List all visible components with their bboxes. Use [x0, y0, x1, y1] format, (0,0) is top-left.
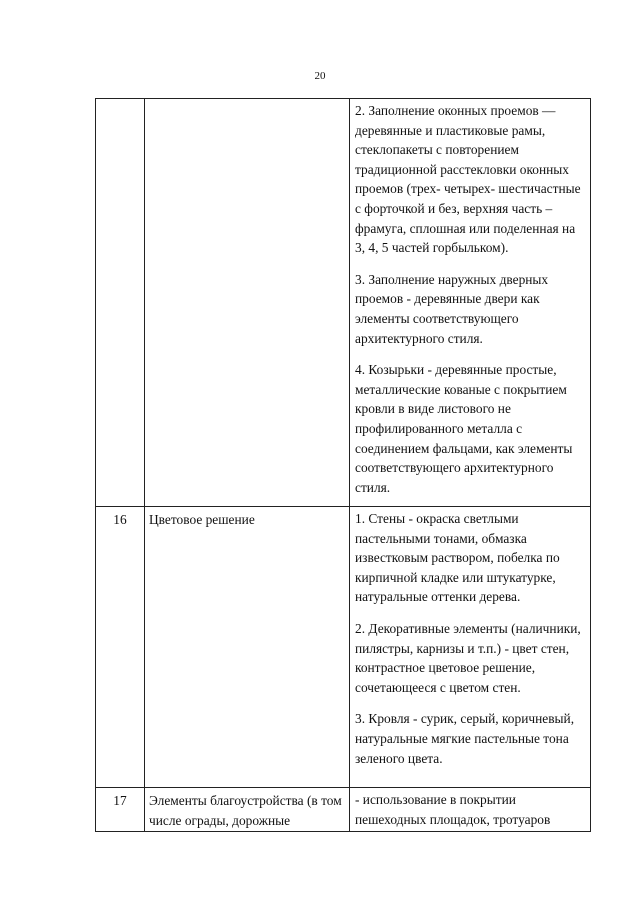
table-row — [96, 99, 591, 507]
table-row — [96, 507, 591, 788]
element-name-cell: Элементы благоустройства (в том числе ограды, дорожные — [145, 788, 350, 832]
description-paragraph: 3. Заполнение наружных дверных проемов - деревянные двери как элементы соответствующего архитектурного стиля. — [355, 271, 549, 346]
page-number: 20 — [314, 70, 326, 82]
description-cell — [350, 99, 591, 507]
row-number-cell — [96, 99, 145, 507]
element-name-cell — [145, 99, 350, 507]
description-paragraph: 2. Декоративные элементы (наличники, пилястры, карнизы и т.п.) - цвет стен, контрастное цветовое решение, сочетающееся с цветом стен. — [355, 620, 581, 695]
description-paragraph: 4. Козырьки - деревянные простые, металлические кованые с покрытием кровли в виде листового не профилированного металла с соединением фальцами, как элементы соответствующего архитектурного стиля. — [355, 362, 573, 495]
description-paragraph: 1. Стены - окраска светлыми пастельными тонами, обмазка известковым раствором, побелка по кирпичной кладке или штукатурке, натуральные оттенки дерева. — [355, 511, 560, 605]
element-name-cell: Цветовое решение — [145, 507, 350, 788]
table-row — [96, 788, 591, 832]
description-cell — [350, 788, 591, 832]
description-paragraph: 2. Заполнение оконных проемов — деревянные и пластиковые рамы, стеклопакеты с повторением традиционной расстекловки оконных проемов (трех- четырех- шестичастные с форточкой и без, верхняя часть – фрамуга, сплошная или поделенная на 3, 4, 5 частей горбыльком). — [355, 103, 581, 256]
row-number-cell: 17 — [96, 788, 145, 832]
description-cell — [350, 507, 591, 788]
description-paragraph: - использование в покрытии пешеходных площадок, тротуаров — [355, 792, 551, 827]
requirements-table — [95, 98, 591, 832]
description-paragraph: 3. Кровля - сурик, серый, коричневый, натуральные мягкие пастельные тона зеленого цвета. — [355, 711, 575, 766]
row-number-cell: 16 — [96, 507, 145, 788]
